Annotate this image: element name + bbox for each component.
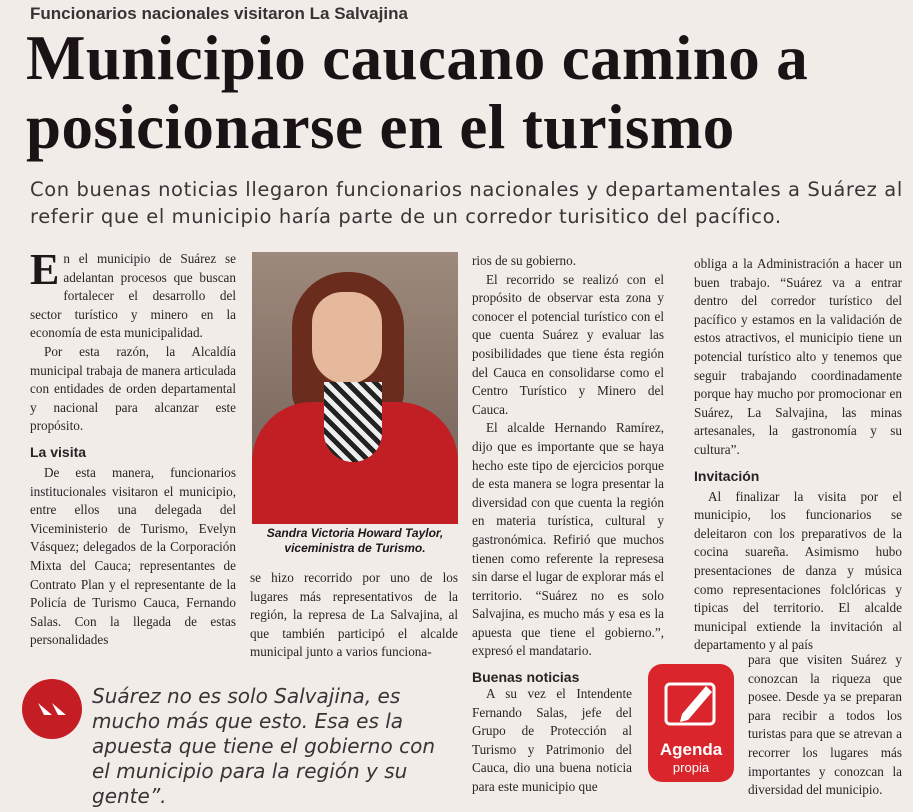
dropcap: E <box>30 245 60 294</box>
column-2-bottom <box>250 569 458 662</box>
paragraph: para que visiten Suárez y conozcan la riqueza que posee. Desde ya se preparan para recibir a todos los turistas para que se atrevan a recorrer los lugares más importantes y conozcan la diversidad del municipio. <box>748 652 902 798</box>
paragraph: se hizo recorrido por uno de los lugares más representativos de la región, la represa de La Salvajina, al que también participó el alcalde municipal junto a varios funciona- <box>250 570 458 660</box>
section-heading-visita: La visita <box>30 443 87 460</box>
paragraph: El alcalde Hernando Ramírez, dijo que es importante que se haya hecho este tipo de ejercicios porque de esta manera se logra presentar la diversidad con que cuenta la región en materia turística, cultural y gastronómica. Refirió que muchos tienen como referente la represesa sin darse el lugar de explorar más el territorio. “Suárez no es solo Salvajina, es mucho más y esa es la apuesta que tiene el gobierno.”, expresó el mandatario. <box>472 420 664 659</box>
paragraph: El recorrido se realizó con el propósito de observar esta zona y conocer el potencial turístico con el que cuenta Suárez y evaluar las posibilidades que tiene ésta región del Cauca en consolidarse como el Centro Turístico y Minero del Cauca. <box>472 271 664 417</box>
paragraph: obliga a la Administración a hacer un buen trabajo. “Suárez va a entrar dentro del corredor turístico del pacífico y estamos en la validación de estos atractivos, el municipio tiene un potencial turístico alto y tenemos que seguir trabajando coordinadamente porque hay mucho por promocionar en Suárez, La Salvajina, las minas artesanales, la gastronomía y su cultura”. <box>694 256 902 457</box>
paragraph: n el municipio de Suárez se adelantan procesos que buscan fortalecer el desarrollo del sector turístico y minero en la economía de esta municipalidad. <box>30 251 236 341</box>
paragraph: A su vez el Intendente Fernando Salas, jefe del Grupo de Protección al Turismo y Patrimonio del Cauca, dio una buena noticia para este municipio que <box>472 686 632 794</box>
column-3-bottom <box>472 685 632 797</box>
photo-viceministra <box>252 252 458 524</box>
propia-label: propia <box>672 760 710 775</box>
photo-caption <box>252 526 458 556</box>
quote-mark-icon <box>22 679 82 739</box>
paragraph: Por esta razón, la Alcaldía municipal trabaja de manera articulada con entidades de orden departamental y nacional para alcanzar este propósito. <box>30 343 236 434</box>
agenda-label: Agenda <box>659 740 723 759</box>
pullquote: Suárez no es solo Salvajina, es mucho más que esto. Esa es la apuesta que tiene el gobierno con el municipio para la región y su gente”. <box>92 684 435 808</box>
column-4-bottom <box>748 651 902 800</box>
column-1 <box>30 245 236 650</box>
column-4 <box>694 255 902 655</box>
section-heading-buenas-noticias: Buenas noticias <box>472 669 580 686</box>
caption-line-2: viceministra de Turismo. <box>284 541 426 555</box>
caption-line-1: Sandra Victoria Howard Taylor, <box>266 526 444 540</box>
headline: Municipio caucano camino a posicionarse en el turismo <box>26 23 809 162</box>
agenda-propia-logo <box>648 664 734 782</box>
subhead: Con buenas noticias llegaron funcionarios nacionales y departamentales a Suárez al referir que el municipio haría parte de un corredor turisitico del pacífico. <box>30 178 903 228</box>
paragraph: rios de su gobierno. <box>472 253 577 268</box>
column-3 <box>472 252 664 689</box>
paragraph: De esta manera, funcionarios institucionales visitaron el municipio, entre ellos una delegada del Viceministerio de Turismo, Evelyn Vásquez; delegados de la Corporación Mixta del Cauca; representantes de Contrato Plan y el representante de la Policía de Turismo Cauca, Fernando Salas. Con la llegada de estas personalidades <box>30 464 236 648</box>
section-heading-invitacion: Invitación <box>694 467 760 484</box>
pencil-icon <box>648 664 734 740</box>
paragraph: Al finalizar la visita por el municipio, los funcionarios se deleitaron con los preparativos de la cocina suareña. Asimismo hubo presentaciones de danza y música como representaciones folclóricas y tipicas del territorio. El alcalde municipal extiende la invitación al departamento y al país <box>694 488 902 653</box>
kicker: Funcionarios nacionales visitaron La Salvajina <box>30 4 408 23</box>
